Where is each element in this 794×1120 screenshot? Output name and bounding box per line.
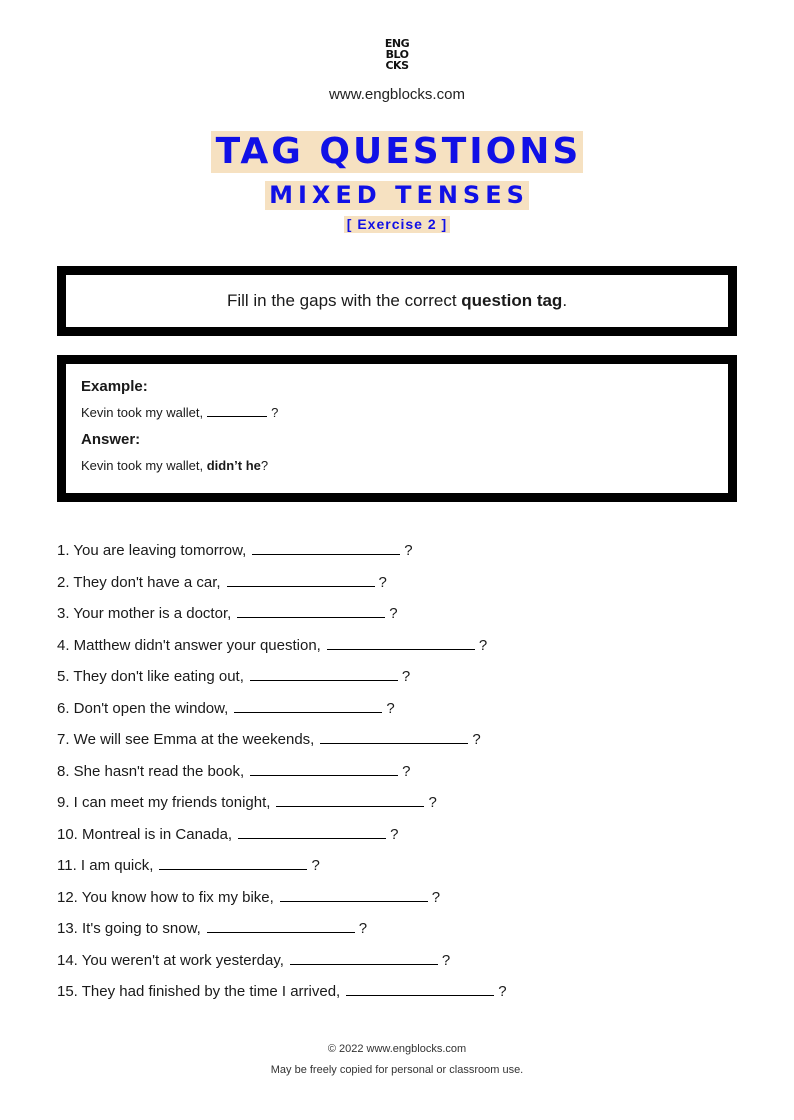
question-text: 1. You are leaving tomorrow,	[57, 542, 247, 559]
question-mark: ?	[498, 983, 507, 1000]
question-text: 14. You weren't at work yesterday,	[57, 951, 284, 969]
logo-line: BLO	[385, 48, 409, 61]
answer-blank[interactable]	[237, 602, 385, 618]
question-item	[57, 571, 507, 603]
question-mark: ?	[378, 573, 387, 591]
question-text: 3. Your mother is a doctor,	[57, 605, 232, 622]
question-item	[57, 886, 507, 918]
page-title: TAG QUESTIONS	[211, 131, 584, 173]
answer-blank[interactable]	[250, 665, 398, 681]
question-mark: ?	[472, 731, 481, 748]
exercise-label: [ Exercise 2 ]	[344, 216, 450, 233]
question-mark: ?	[390, 825, 399, 843]
example-heading: Example:	[81, 378, 148, 395]
engblocks-logo	[381, 38, 413, 71]
question-mark: ?	[431, 888, 441, 906]
question-item	[57, 539, 507, 571]
question-text: 15. They had finished by the time I arrived,	[57, 983, 341, 1000]
answer-blank[interactable]	[252, 539, 400, 555]
example-sentence: Kevin took my wallet, ?	[81, 405, 279, 420]
footer-license: May be freely copied for personal or classroom use.	[270, 1064, 524, 1076]
question-text: 8. She hasn't read the book,	[57, 762, 245, 780]
logo-line: CKS	[385, 59, 409, 72]
example-blank	[207, 415, 267, 417]
logo-line: ENG	[384, 37, 410, 50]
answer-heading: Answer:	[81, 431, 141, 448]
question-mark: ?	[402, 762, 411, 780]
answer-sentence: Kevin took my wallet, didn’t he?	[81, 458, 269, 473]
answer-blank[interactable]	[207, 917, 355, 933]
question-item	[57, 697, 507, 729]
question-text: 12. You know how to fix my bike,	[57, 888, 274, 906]
answer-blank[interactable]	[227, 571, 375, 587]
answer-tag: didn’t he	[206, 458, 261, 473]
question-text: 11. I am quick,	[57, 857, 154, 874]
answer-blank[interactable]	[290, 949, 438, 965]
question-mark: ?	[404, 542, 413, 559]
site-url: www.engblocks.com	[329, 86, 465, 103]
question-item	[57, 791, 507, 823]
question-mark: ?	[358, 920, 368, 937]
question-text: 7. We will see Emma at the weekends,	[57, 731, 315, 748]
question-item	[57, 602, 507, 634]
question-item	[57, 949, 507, 981]
question-item	[57, 634, 507, 666]
question-mark: ?	[478, 636, 488, 654]
footer-copyright: © 2022 www.engblocks.com	[327, 1043, 467, 1055]
question-mark: ?	[401, 668, 411, 685]
answer-blank[interactable]	[280, 886, 428, 902]
answer-blank[interactable]	[276, 791, 424, 807]
instruction-box	[57, 266, 737, 336]
answer-blank[interactable]	[234, 697, 382, 713]
instruction-text: Fill in the gaps with the correct question tag.	[226, 291, 568, 310]
question-list	[57, 539, 507, 1012]
question-item	[57, 823, 507, 855]
question-item	[57, 980, 507, 1012]
question-item	[57, 665, 507, 697]
question-text: 13. It's going to snow,	[57, 920, 201, 937]
question-text: 4. Matthew didn't answer your question,	[57, 636, 321, 654]
answer-blank[interactable]	[346, 980, 494, 996]
question-item	[57, 917, 507, 949]
answer-blank[interactable]	[238, 823, 386, 839]
question-mark: ?	[428, 794, 437, 811]
question-item	[57, 728, 507, 760]
question-text: 6. Don't open the window,	[57, 699, 229, 717]
answer-blank[interactable]	[327, 634, 475, 650]
question-text: 10. Montreal is in Canada,	[57, 825, 233, 843]
page-subtitle: MIXED TENSES	[265, 181, 529, 210]
example-box	[57, 355, 737, 502]
question-mark: ?	[311, 857, 320, 874]
question-mark: ?	[389, 605, 398, 622]
instruction-bold: question tag	[461, 291, 563, 310]
question-item	[57, 760, 507, 792]
answer-blank[interactable]	[159, 854, 307, 870]
question-text: 5. They don't like eating out,	[57, 668, 244, 685]
question-text: 2. They don't have a car,	[57, 573, 221, 591]
question-text: 9. I can meet my friends tonight,	[57, 794, 271, 811]
answer-blank[interactable]	[250, 760, 398, 776]
answer-blank[interactable]	[320, 728, 468, 744]
question-mark: ?	[386, 699, 395, 717]
question-item	[57, 854, 507, 886]
question-mark: ?	[441, 951, 451, 969]
